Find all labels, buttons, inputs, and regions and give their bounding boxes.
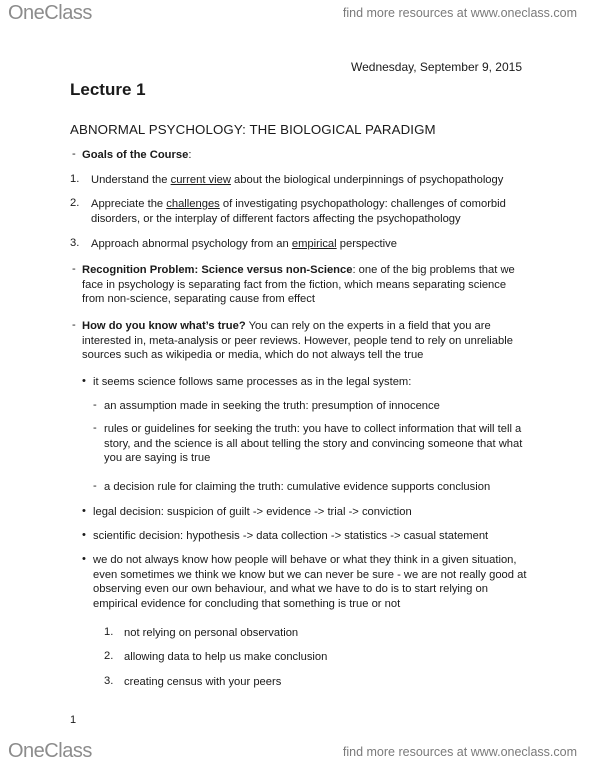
sub-item: rules or guidelines for seeking the truth: you have to collect information that will tell a story, and the science is all about telling the story and convincing someone that what you are saying is true: [104, 423, 523, 464]
truth-paragraph: How do you know what’s true? You can rely on the experts in a field that you are interested in, meta-analysis or peer reviews. However, people tend to rely on unreliable sources such as wikipedia or media, which do not always tell the true: [82, 320, 513, 361]
dash-marker: -: [93, 399, 97, 411]
list-number: 2.: [70, 197, 80, 209]
bullet-item: we do not always know how people will behave or what they think in a given situation, even sometimes we think we know but we can never be sure - we are not really good at observing even our own behaviour, and what we have to do is to start relying on empirical evidence for concluding that something is true or not: [93, 554, 527, 610]
bullet-marker: •: [82, 553, 86, 565]
goals-heading: Goals of the Course:: [82, 149, 192, 161]
oneclass-logo: OneClass: [8, 2, 92, 24]
bullet-item: it seems science follows same processes as in the legal system:: [93, 376, 412, 388]
list-number: 1.: [70, 173, 80, 185]
bullet-item: legal decision: suspicion of guilt -> evidence -> trial -> conviction: [93, 506, 412, 518]
page-number: 1: [70, 714, 77, 726]
list-number: 3.: [70, 237, 80, 249]
bullet-marker: •: [82, 375, 86, 387]
bullet-item: scientific decision: hypothesis -> data collection -> statistics -> casual statement: [93, 530, 489, 542]
dash-marker: -: [72, 319, 76, 331]
numbered-item: not relying on personal observation: [124, 627, 299, 639]
sub-item: an assumption made in seeking the truth: presumption of innocence: [104, 400, 440, 412]
course-subtitle: ABNORMAL PSYCHOLOGY: THE BIOLOGICAL PARADIGM: [70, 122, 436, 137]
bullet-marker: •: [82, 505, 86, 517]
bullet-marker: •: [82, 529, 86, 541]
list-number: 2.: [104, 650, 114, 662]
resources-banner-link[interactable]: find more resources at www.oneclass.com: [342, 6, 577, 20]
oneclass-logo: OneClass: [8, 740, 92, 762]
list-number: 3.: [104, 675, 114, 687]
numbered-item: allowing data to help us make conclusion: [124, 651, 328, 663]
recognition-paragraph: Recognition Problem: Science versus non-Science: one of the big problems that we face in psychology is separating fact from the fiction, which means separating science from non-science, separating cause from effect: [82, 264, 515, 305]
goal-item: Approach abnormal psychology from an empirical perspective: [91, 238, 397, 250]
resources-banner-link[interactable]: find more resources at www.oneclass.com: [342, 745, 577, 759]
goal-item: Understand the current view about the biological underpinnings of psychopathology: [91, 174, 504, 186]
dash-marker: -: [72, 263, 76, 275]
dash-marker: -: [72, 148, 76, 160]
lecture-date: Wednesday, September 9, 2015: [351, 60, 522, 74]
goal-item: Appreciate the challenges of investigating psychopathology: challenges of comorbid disorders, or the interplay of different factors affecting the psychopathology: [91, 198, 506, 225]
lecture-title: Lecture 1: [70, 80, 146, 99]
sub-item: a decision rule for claiming the truth: cumulative evidence supports conclusion: [104, 481, 491, 493]
numbered-item: creating census with your peers: [124, 676, 282, 688]
dash-marker: -: [93, 422, 97, 434]
list-number: 1.: [104, 626, 114, 638]
dash-marker: -: [93, 480, 97, 492]
